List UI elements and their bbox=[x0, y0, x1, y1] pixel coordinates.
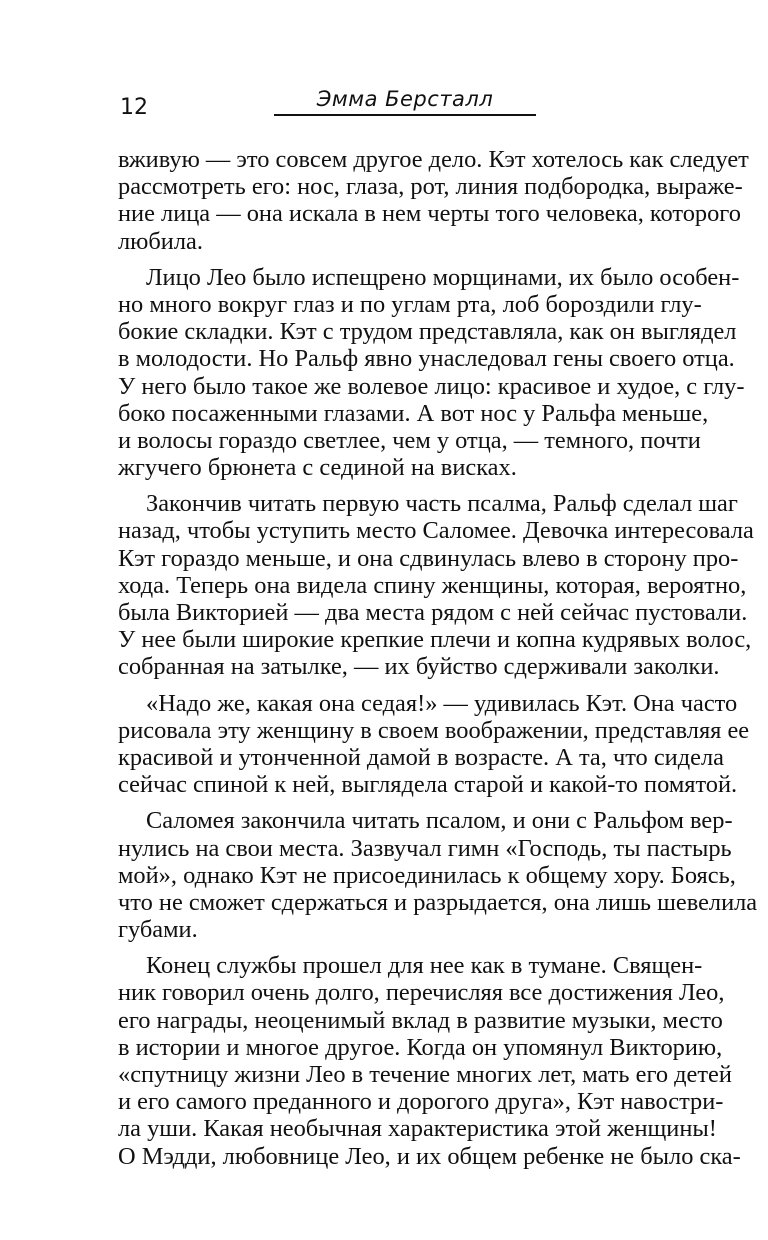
text-line: его награды, неоценимый вклад в развитие музыки, место bbox=[118, 1006, 723, 1034]
paragraph bbox=[118, 689, 750, 799]
text-line: жгучего брюнета с сединой на висках. bbox=[118, 454, 517, 482]
header-rule bbox=[274, 114, 536, 116]
text-line: губами. bbox=[118, 916, 198, 944]
text-line: собранная на затылке, — их буйство сдерживали заколки. bbox=[118, 653, 720, 681]
paragraph-gap bbox=[118, 255, 692, 264]
text-line: что не сможет сдержаться и разрыдается, она лишь шевелила bbox=[118, 888, 758, 916]
text-line: рассмотреть его: нос, глаза, рот, линия подбородка, выраже- bbox=[118, 173, 743, 201]
text-line: бокие складки. Кэт с трудом представляла, как он выглядел bbox=[118, 318, 737, 346]
paragraph bbox=[118, 146, 749, 255]
text-line: «Надо же, какая она седая!» — удивилась Кэт. Она часто bbox=[146, 689, 738, 717]
text-line: Лицо Лео было испещрено морщинами, их было особен- bbox=[146, 263, 740, 291]
text-line: хода. Теперь она видела спину женщины, которая, вероятно, bbox=[118, 571, 747, 599]
text-line: сейчас спиной к ней, выглядела старой и какой-то помятой. bbox=[118, 771, 738, 799]
paragraph-gap bbox=[118, 681, 692, 690]
text-line: Саломея закончила читать псалом, и они с Ральфом вер- bbox=[146, 807, 733, 835]
paragraph-gap bbox=[118, 481, 692, 490]
text-line: У нее были широкие крепкие плечи и копна кудрявых волос, bbox=[118, 626, 752, 654]
paragraph bbox=[118, 263, 745, 482]
text-line: рисовала эту женщину в своем воображении, представляя ее bbox=[118, 716, 750, 744]
text-line: была Викторией — два места рядом с ней сейчас пустовали. bbox=[118, 599, 748, 626]
running-title: Эмма Берсталл bbox=[316, 87, 494, 111]
text-line: мой», однако Кэт не присоединилась к общему хору. Боясь, bbox=[118, 861, 736, 889]
text-line: «спутницу жизни Лео в течение многих лет, мать его детей bbox=[118, 1061, 732, 1088]
text-line: в молодости. Но Ральф явно унаследовал гены своего отца. bbox=[118, 345, 735, 373]
text-line: ник говорил очень долго, перечисляя все достижения Лео, bbox=[118, 979, 725, 1007]
text-line: ние лица — она искала в нем черты того человека, которого bbox=[118, 200, 741, 228]
text-line: Конец службы прошел для нее как в тумане. Священ- bbox=[146, 952, 703, 980]
page-number: 12 bbox=[120, 95, 148, 120]
text-line: вживую — это совсем другое дело. Кэт хотелось как следует bbox=[118, 146, 749, 173]
paragraph-gap bbox=[118, 798, 692, 807]
paragraph bbox=[118, 952, 741, 1170]
body-text bbox=[118, 146, 758, 1170]
text-line: любила. bbox=[118, 227, 203, 255]
text-line: Закончив читать первую часть псалма, Ральф сделал шаг bbox=[146, 490, 738, 518]
text-line: красивой и утонченной дамой в возрасте. А та, что сидела bbox=[118, 743, 724, 771]
text-line: но много вокруг глаз и по углам рта, лоб бороздили глу- bbox=[118, 290, 702, 318]
paragraph-gap bbox=[118, 943, 692, 952]
text-line: в истории и многое другое. Когда он упомянул Викторию, bbox=[118, 1033, 723, 1061]
text-line: Кэт гораздо меньше, и она сдвинулась влево в сторону про- bbox=[118, 544, 739, 572]
text-line: и его самого преданного и дорогого друга», Кэт навостри- bbox=[118, 1088, 724, 1116]
text-line: ла уши. Какая необычная характеристика этой женщины! bbox=[118, 1115, 717, 1143]
text-line: назад, чтобы уступить место Саломее. Девочка интересовала bbox=[118, 517, 754, 545]
text-line: и волосы гораздо светлее, чем у отца, — темного, почти bbox=[118, 426, 701, 454]
text-line: О Мэдди, любовнице Лео, и их общем ребенке не было ска- bbox=[118, 1142, 741, 1170]
text-line: У него было такое же волевое лицо: красивое и худое, с глу- bbox=[118, 372, 745, 400]
paragraph bbox=[118, 490, 754, 681]
text-line: боко посаженными глазами. А вот нос у Ральфа меньше, bbox=[118, 399, 709, 427]
paragraph bbox=[118, 807, 758, 944]
text-line: нулись на свои места. Зазвучал гимн «Господь, ты пастырь bbox=[118, 834, 732, 862]
